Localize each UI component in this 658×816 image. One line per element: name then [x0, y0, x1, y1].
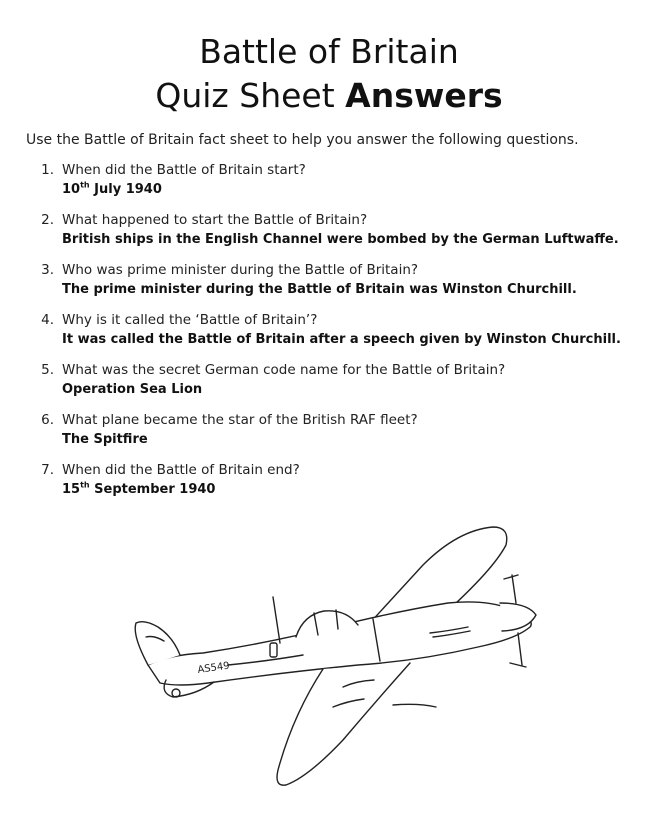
answer-text: It was called the Battle of Britain after a speech given by Winston Churchill. — [62, 332, 621, 347]
question-number: 1. — [41, 162, 54, 178]
question-text: When did the Battle of Britain start? — [62, 162, 306, 178]
question-number: 3. — [41, 262, 54, 278]
question-text: Why is it called the ‘Battle of Britain’? — [62, 312, 318, 328]
question-item — [26, 411, 626, 461]
answer-day: 10 — [62, 182, 81, 197]
answer-text: The Spitfire — [62, 432, 148, 447]
question-number: 4. — [41, 312, 54, 328]
answer-day: 15 — [62, 482, 81, 497]
question-number: 7. — [41, 462, 54, 478]
question-text: What plane became the star of the British RAF fleet? — [62, 412, 418, 428]
title-plain: Quiz Sheet — [155, 76, 346, 115]
page-title — [0, 30, 658, 118]
question-item — [26, 461, 626, 511]
question-text: What happened to start the Battle of Britain? — [62, 212, 368, 228]
title-line-2 — [0, 74, 658, 118]
question-list — [26, 161, 626, 511]
question-item — [26, 211, 626, 261]
question-number: 6. — [41, 412, 54, 428]
question-item — [26, 361, 626, 411]
answer-text: The prime minister during the Battle of Britain was Winston Churchill. — [62, 282, 577, 297]
question-text: Who was prime minister during the Battle of Britain? — [62, 262, 419, 278]
question-text: What was the secret German code name for the Battle of Britain? — [62, 362, 506, 378]
question-number: 5. — [41, 362, 54, 378]
question-item — [26, 161, 626, 211]
intro-text: Use the Battle of Britain fact sheet to help you answer the following questions. — [26, 132, 579, 148]
serial-number: AS549 — [196, 660, 231, 676]
answer-text — [62, 180, 626, 199]
answer-text — [62, 480, 626, 499]
spitfire-plane-icon — [118, 515, 548, 815]
question-text: When did the Battle of Britain end? — [62, 462, 300, 478]
answer-text: Operation Sea Lion — [62, 382, 203, 397]
answer-month-year: July 1940 — [89, 182, 162, 197]
question-item — [26, 261, 626, 311]
answer-suffix: th — [80, 480, 90, 490]
answer-month-year: September 1940 — [89, 482, 216, 497]
title-answers: Answers — [345, 76, 503, 115]
answer-suffix: th — [80, 180, 90, 190]
question-item — [26, 311, 626, 361]
question-number: 2. — [41, 212, 54, 228]
title-line-1: Battle of Britain — [199, 32, 459, 71]
answer-text: British ships in the English Channel were bombed by the German Luftwaffe. — [62, 232, 619, 247]
